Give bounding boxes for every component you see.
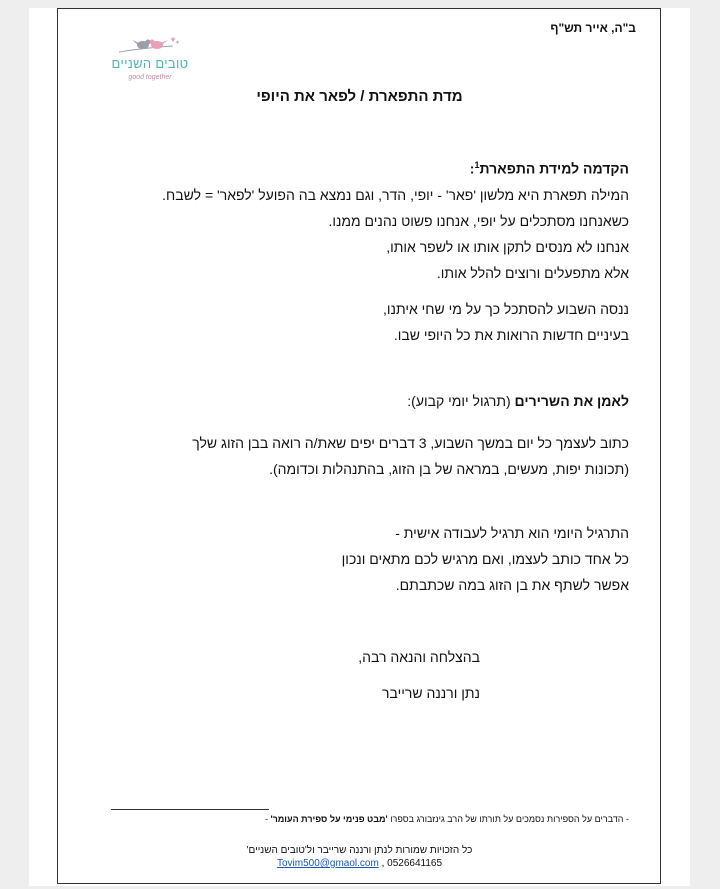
birds-icon — [113, 36, 187, 58]
footnote — [69, 814, 629, 824]
intro-heading-colon: : — [469, 160, 475, 177]
intro-line: ננסה השבוע להסתכל כך על מי שחי איתנו, — [382, 301, 629, 317]
intro-heading-text: הקדמה למידת התפארת — [479, 160, 629, 177]
logo-name: טובים השניים — [111, 56, 189, 71]
personal-line: כל אחד כותב לעצמו, ואם מרגיש לכם מתאים ונכון — [341, 551, 629, 567]
personal-section — [109, 520, 629, 598]
intro-line: כשאנחנו מסתכלים על יופי, אנחנו פשוט נהנים ממנו. — [328, 212, 629, 229]
hebrew-date: ב"ה, אייר תש"ף — [550, 21, 636, 35]
intro-section — [109, 152, 629, 286]
intro-line: בעיניים חדשות הרואות את כל היופי שבו. — [393, 327, 629, 343]
footnote-marker: 1 — [474, 160, 480, 170]
phone: 0526641165 , — [381, 858, 443, 869]
rights-line: כל הזכויות שמורות לנתן ורננה שרייבר ול'טובים השניים' — [246, 845, 473, 856]
signature: נתן ורננה שרייבר — [382, 685, 480, 701]
logo — [105, 36, 195, 94]
intro-line: המילה תפארת היא מלשון 'פאר' - יופי, הדר, וגם נמצא בה הפועל 'לפאר' = לשבח. — [162, 186, 629, 203]
footnote-divider — [111, 809, 269, 810]
intro-section-2 — [109, 296, 629, 348]
document-page — [29, 8, 690, 886]
exercise-line: כתוב לעצמך כל יום במשך השבוע, 3 דברים יפים שאת/ה רואה בבן הזוג שלך — [192, 435, 629, 451]
closing-wish: בהצלחה והנאה רבה, — [358, 649, 480, 665]
intro-line: אלא מתפעלים ורוצים להלל אותו. — [436, 264, 629, 281]
exercise-line: (תכונות יפות, מעשים, במראה של בן הזוג, בהתנהלות וכדומה). — [269, 461, 629, 477]
exercise-heading-text: לאמן את השרירים — [514, 393, 629, 409]
page-title: מדת התפארת / לפאר את היופי — [256, 88, 463, 105]
personal-line: התרגיל היומי הוא תרגיל לעבודה אישית - — [395, 525, 629, 541]
contact-line — [29, 857, 690, 870]
footnote-end: - — [264, 814, 271, 824]
email-link[interactable]: Tovim500@gmaol.com — [276, 858, 379, 869]
intro-line: אנחנו לא מנסים לתקן אותו או לשפר אותו, — [386, 238, 629, 255]
footnote-book: 'מבט פנימי על ספירת העומר' — [270, 814, 388, 824]
exercise-section — [109, 430, 629, 482]
intro-heading — [109, 152, 629, 182]
exercise-heading — [109, 388, 629, 414]
footnote-text: - הדברים על הספירות נסמכים על תורתו של הרב גינזבורג בספרו — [387, 814, 629, 824]
credits — [29, 844, 690, 870]
logo-subtitle: good together — [128, 74, 172, 81]
personal-line: אפשר לשתף את בן הזוג במה שכתבתם. — [395, 577, 629, 593]
exercise-heading-note: (תרגול יומי קבוע): — [407, 393, 515, 409]
